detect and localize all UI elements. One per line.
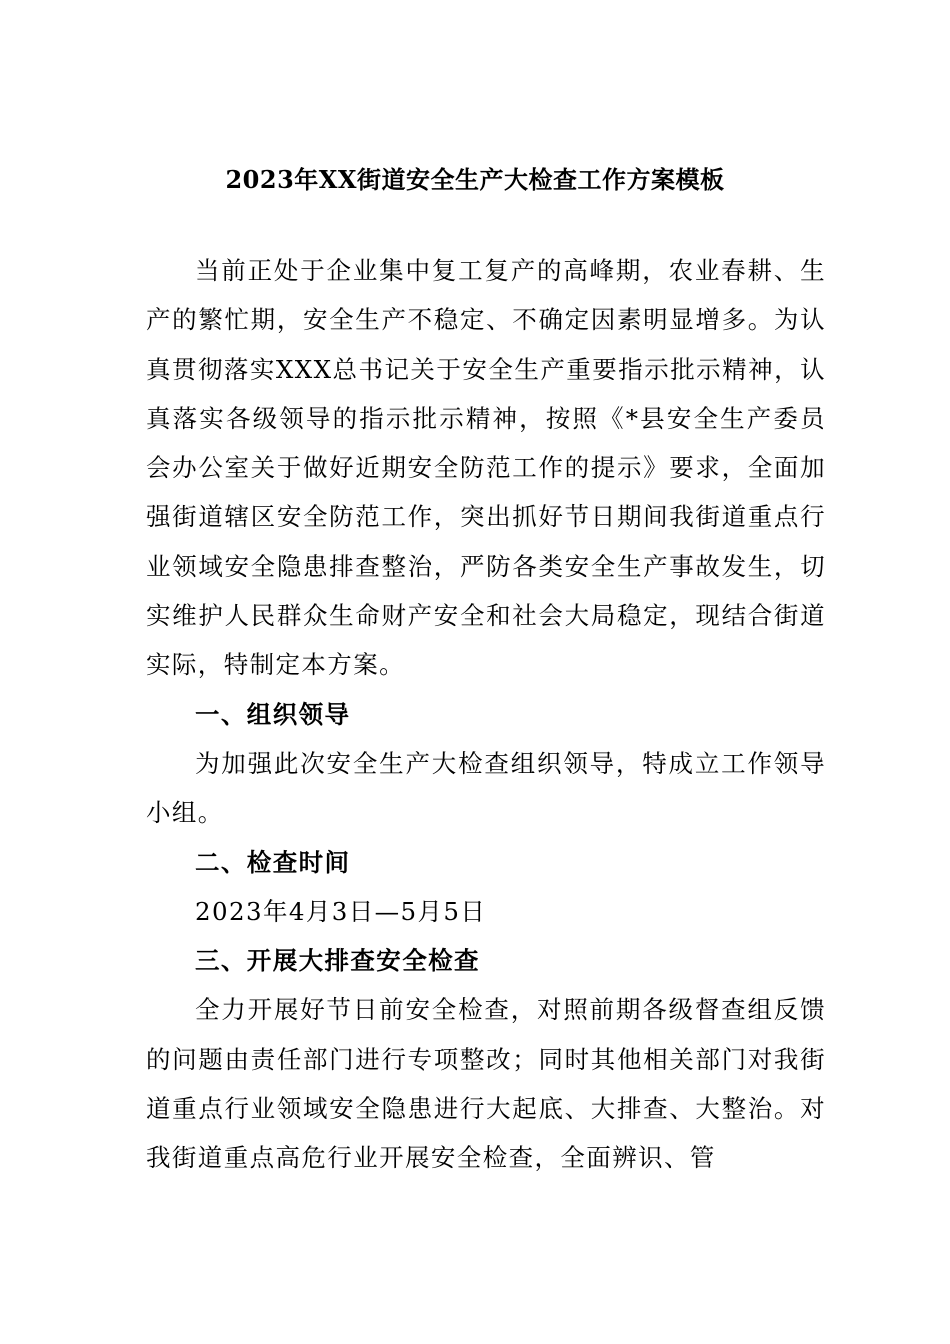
section-heading-organization: 一、组织领导 bbox=[195, 699, 351, 729]
section-heading-safety-inspection: 三、开展大排查安全检查 bbox=[195, 946, 480, 976]
section-paragraph-organization: 为加强此次安全生产大检查组织领导，特成立工作领导小组。 bbox=[146, 748, 826, 828]
section-paragraph-inspection-time: 2023年4月3日—5月5日 bbox=[195, 896, 487, 926]
section-heading-inspection-time: 二、检查时间 bbox=[195, 847, 351, 877]
section-paragraph-safety-inspection: 全力开展好节日前安全检查，对照前期各级督查组反馈的问题由责任部门进行专项整改；同时其他相关部门对我街道重点行业领域安全隐患进行大起底、大排查、大整治。对我街道重点高危行业开展安全检查，全面辨识、管 bbox=[146, 995, 826, 1173]
intro-paragraph: 当前正处于企业集中复工复产的高峰期，农业春耕、生产的繁忙期，安全生产不稳定、不确定因素明显增多。为认真贯彻落实XXX总书记关于安全生产重要指示批示精神，认真落实各级领导的指示批示精神，按照《*县安全生产委员会办公室关于做好近期安全防范工作的提示》要求，全面加强街道辖区安全防范工作，突出抓好节日期间我街道重点行业领域安全隐患排查整治，严防各类安全生产事故发生，切实维护人民群众生命财产安全和社会大局稳定，现结合街道实际，特制定本方案。 bbox=[146, 256, 826, 680]
document-title: 2023年XX街道安全生产大检查工作方案模板 bbox=[225, 165, 725, 194]
document-body bbox=[146, 246, 826, 1183]
